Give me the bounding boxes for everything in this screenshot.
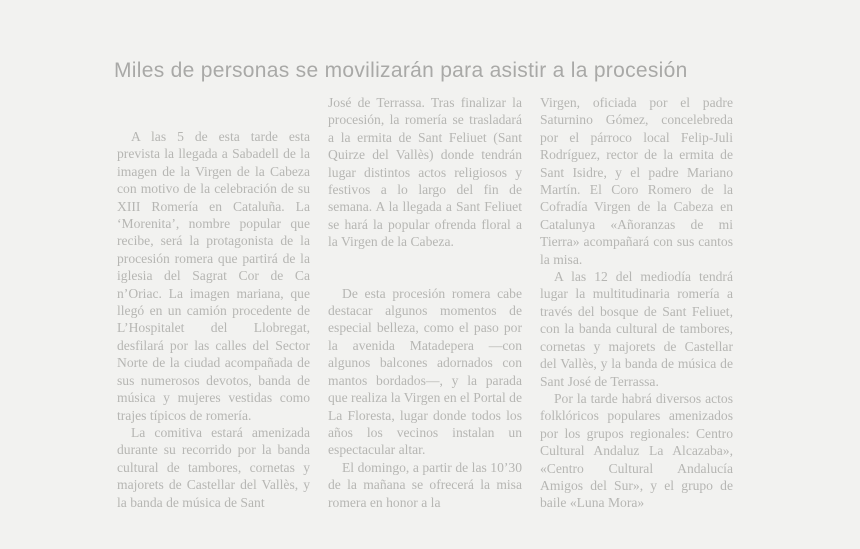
article-column-2 [328, 94, 522, 511]
paragraph: A las 12 del mediodía tendrá lugar la multitudinaria romería a través del bosque de Sant Feliuet, con la banda cultural de tambores, cornetas y majorets de Castellar del Vallès, y la banda de música de Sant José de Terrassa. [540, 269, 733, 389]
paragraph: El domingo, a partir de las 10’30 de la mañana se ofrecerá la misa romera en honor a la [328, 459, 522, 510]
paragraph-gap [328, 251, 522, 285]
paragraph: Virgen, oficiada por el padre Saturnino Gómez, concelebreda por el párroco local Felip-Juli Rodríguez, rector de la ermita de Sant Isidre, y el padre Mariano Martín. El Coro Romero de la Cofradía Virgen de la Cabeza en Catalunya «Añoranzas de mi Tierra» acompañará con sus cantos la misa. [540, 95, 733, 267]
article-headline: Miles de personas se movilizarán para asistir a la procesión [114, 59, 688, 82]
paragraph: Por la tarde habrá diversos actos folklóricos populares amenizados por los grupos regionales: Centro Cultural Andaluz La Alcazaba», «Centro Cultural Andalucía Amigos del Sur», y el grupo de baile «Luna Mora» [540, 390, 733, 511]
paragraph: A las 5 de esta tarde esta prevista la llegada a Sabadell de la imagen de la Virgen de la Cabeza con motivo de la celebración de su XIII Romería en Cataluña. La ‘Morenita’, nombre popular que recibe, será la protagonista de la procesión romera que partirá de la iglesia del Sagrat Cor de Ca n’Oriac. La imagen mariana, que llegó en un camión procedente de L’Hospitalet del Llobregat, desfilará por las calles del Sector Norte de la ciudad acompañada de sus numerosos devotos, banda de música y mujeres vestidas como trajes típicos de romería. [117, 129, 310, 423]
paragraph: De esta procesión romera cabe destacar algunos momentos de especial belleza, como el paso por la avenida Matadepera —con algunos balcones adornados con mantos bordados—, y la parada que realiza la Virgen en el Portal de La Floresta, lugar donde todos los años los vecinos instalan un espectacular altar. [328, 285, 522, 458]
paragraph: José de Terrassa. Tras finalizar la procesión, la romería se trasladará a la ermita de Sant Feliuet (Sant Quirze del Vallès) donde tendrán lugar distintos actos religiosos y festivos a lo largo del fin de semana. A la llegada a Sant Feliuet se hará la popular ofrenda floral a la Virgen de la Cabeza. [328, 95, 522, 250]
paragraph: La comitiva estará amenizada durante su recorrido por la banda cultural de tambores, cornetas y majorets de Castellar del Vallès, y la banda de música de Sant [117, 424, 310, 510]
article-column-1 [117, 128, 310, 511]
article-column-3 [540, 94, 733, 512]
